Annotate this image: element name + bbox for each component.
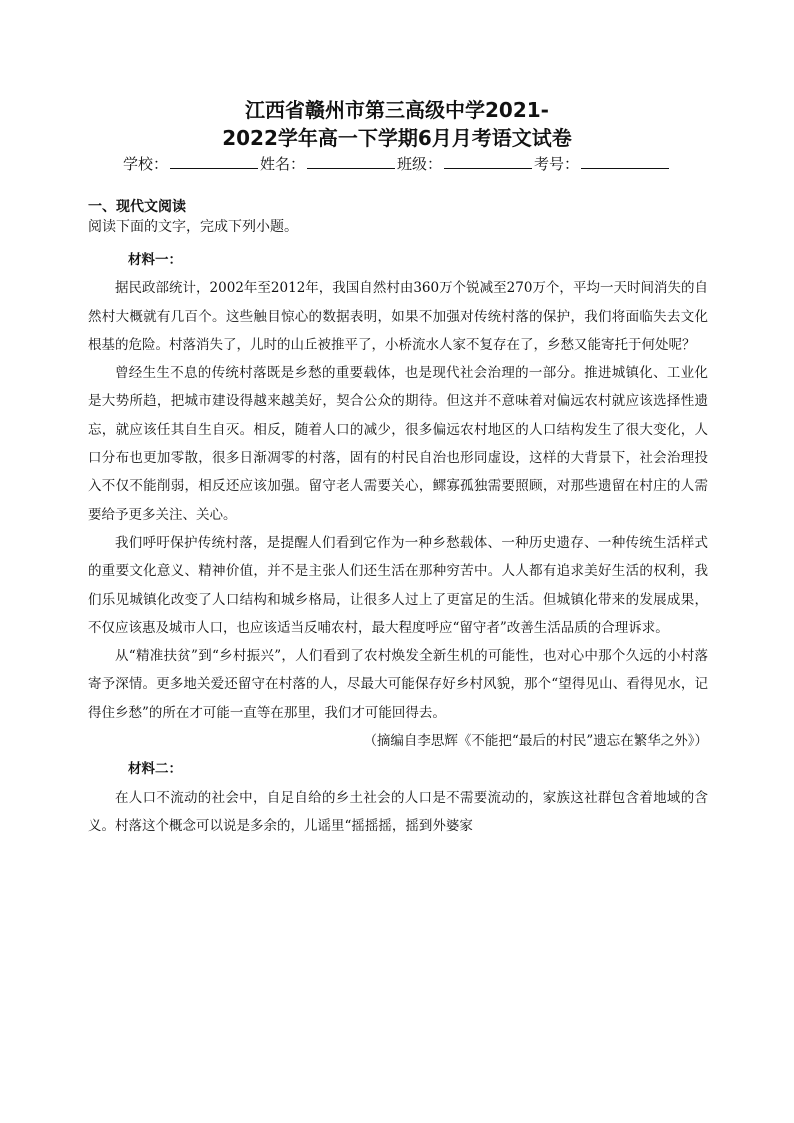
number-label: 考号： <box>534 155 580 173</box>
class-blank <box>444 153 532 169</box>
material1-paragraph: 据民政部统计，2002年至2012年，我国自然村由360万个锐减至270万个，平均一天时间消失的自然村大概就有几百个。这些触目惊心的数据表明，如果不加强对传统村落的保护，我们将面临失去文化根基的危险。村落消失了，儿时的山丘被推平了，小桥流水人家不复存在了，乡愁又能寄托于何处呢？ <box>88 280 708 353</box>
material1-paragraph: 曾经生生不息的传统村落既是乡愁的重要载体，也是现代社会治理的一部分。推进城镇化、工业化是大势所趋，把城市建设得越来越美好，契合公众的期待。但这并不意味着对偏远农村就应该选择性遗忘，就应该任其自生自灭。相反，随着人口的减少，很多偏远农村地区的人口结构发生了很大变化，人口分布也更加零散，很多日渐凋零的村落，固有的村民自治也形同虚设，这样的大背景下，社会治理投入不仅不能削弱，相反还应该加强。留守老人需要关心，鳏寡孤独需要照顾，对那些遗留在村庄的人需要给予更多关注、关心。 <box>88 365 708 523</box>
material1-paragraph: 从“精准扶贫”到“乡村振兴”，人们看到了农村焕发全新生机的可能性，也对心中那个久远的小村落寄予深情。更多地关爱还留守在村落的人，尽最大可能保存好乡村风貌，那个“望得见山、看得见水，记得住乡愁”的所在才可能一直等在那里，我们才可能回得去。 <box>88 648 708 721</box>
document-title-line2: 2022学年高一下学期6月月考语文试卷 <box>222 126 572 150</box>
student-info-line <box>0 153 794 175</box>
name-label: 姓名： <box>259 155 305 173</box>
school-blank <box>170 153 258 169</box>
material1-source: （摘编自李思辉《不能把“最后的村民”遗忘在繁华之外》） <box>363 733 708 750</box>
section-instruction: 阅读下面的文字，完成下列小题。 <box>88 219 298 235</box>
material2-label: 材料二： <box>128 761 182 778</box>
school-label: 学校： <box>122 155 168 173</box>
document-title-line1: 江西省赣州市第三高级中学2021- <box>245 98 549 122</box>
material2-paragraph: 在人口不流动的社会中，自足自给的乡土社会的人口是不需要流动的，家族这社群包含着地域的含义。村落这个概念可以说是多余的，儿谣里“摇摇摇，摇到外婆家 <box>88 789 708 834</box>
material1-paragraph: 我们呼吁保护传统村落，是提醒人们看到它作为一种乡愁载体、一种历史遗存、一种传统生活样式的重要文化意义、精神价值，并不是主张人们还生活在那种穷苦中。人人都有追求美好生活的权利，我们乐见城镇化改变了人口结构和城乡格局，让很多人过上了更富足的生活。但城镇化带来的发展成果，不仅应该惠及城市人口，也应该适当反哺农村，最大程度呼应“留守者”改善生活品质的合理诉求。 <box>88 534 708 636</box>
section-title: 一、现代文阅读 <box>88 199 186 215</box>
class-label: 班级： <box>397 155 443 173</box>
reading-content <box>88 246 708 840</box>
material1-label: 材料一： <box>128 252 182 268</box>
number-blank <box>581 153 669 169</box>
name-blank <box>307 153 395 169</box>
